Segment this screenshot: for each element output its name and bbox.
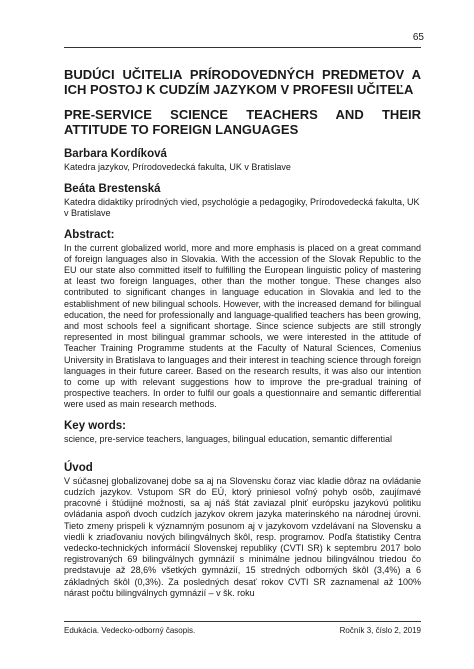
keywords-heading: Key words: (64, 419, 126, 432)
author-affiliation-2: Katedra didaktiky prírodných vied, psychológie a pedagogiky, Prírodovedecká fakulta, UK v Bratislave (64, 196, 420, 218)
footer-volume: Ročník 3, číslo 2, 2019 (339, 626, 421, 635)
title-english: PRE-SERVICE SCIENCE TEACHERS AND THEIR ATTITUDE TO FOREIGN LANGUAGES (64, 107, 421, 137)
abstract-text: In the current globalized world, more and more emphasis is placed on a great command of foreign languages also in Slovakia. With the accession of the Slovak Republic to the EU our state also committed itself to fulfilling the European linguistic policy of mastering at least two foreign languages, other than the mother tongue. These changes also contributed to significant changes in language education in Slovakia and led to the establishment of new bilingual schools. However, with the increased demand for bilingual education, the need for professionally and language-qualified teachers has been growing, and most schools feel a significant shortage. Since science subjects are still strongly represented in most bilingual grammar schools, we were interested in the attitude of Teacher Training Programme students at the Faculty of Natural Sciences, Comenius University in Bratislava to languages and their interest in teaching science through foreign languages in their future career. Based on the research results, it was also our intention to come up with relevant suggestions how to improve the pre-gradual training of prospective teachers. In order to fulfil our goals a questionnaire and semantic differential were used as main research methods. (64, 242, 421, 410)
uvod-text: V súčasnej globalizovanej dobe sa aj na Slovensku čoraz viac kladie dôraz na ovládanie cudzích jazykov. Vstupom SR do EÚ, ktorý priniesol voľný pohyb osôb, zaujímavé pracovné i štúdijné možnosti, sa aj náš štát zaviazal plniť európsku jazykovú politiku ovládania aspoň dvoch cudzích jazykov okrem jazyka materinského na národnej úrovni. Tieto zmeny prispeli k významným posunom aj v jazykovom vzdelávaní na Slovensku a viedli k zriaďovaniu nových bilingválnych škôl, resp. programov. Podľa štatistiky Centra vedecko-technických informácií Slovenskej republiky (CVTI SR) k septembru 2017 bolo registrovaných 69 bilingválnych gymnázií s minimálne jednou bilingválnou triedou čo predstavuje až 28,6% všetkých gymnázií, 15 stredných odborných škôl (3,4%) a 6 základných škôl (0,3%). Za posledných desať rokov CVTI SR zaznamenal až 100% nárast počtu bilingválnych gymnázií – v šk. roku (64, 475, 421, 598)
footer-rule (64, 621, 421, 622)
author-name-1: Barbara Kordíková (64, 148, 167, 160)
article-content (64, 67, 421, 599)
author-name-2: Beáta Brestenská (64, 182, 161, 195)
footer-journal: Edukácia. Vedecko-odborný časopis. (64, 626, 196, 635)
page-number: 65 (412, 32, 424, 43)
header-rule (64, 47, 421, 48)
uvod-heading: Úvod (64, 461, 93, 474)
author-affiliation-1: Katedra jazykov, Prírodovedecká fakulta, UK v Bratislave (64, 162, 291, 172)
title-slovak: BUDÚCI UČITELIA PRÍRODOVEDNÝCH PREDMETOV A ICH POSTOJ K CUDZÍM JAZYKOM V PROFESII UČITEĽA (64, 67, 421, 97)
abstract-heading: Abstract: (64, 228, 115, 241)
keywords-text: science, pre-service teachers, languages, bilingual education, semantic differential (64, 433, 393, 444)
